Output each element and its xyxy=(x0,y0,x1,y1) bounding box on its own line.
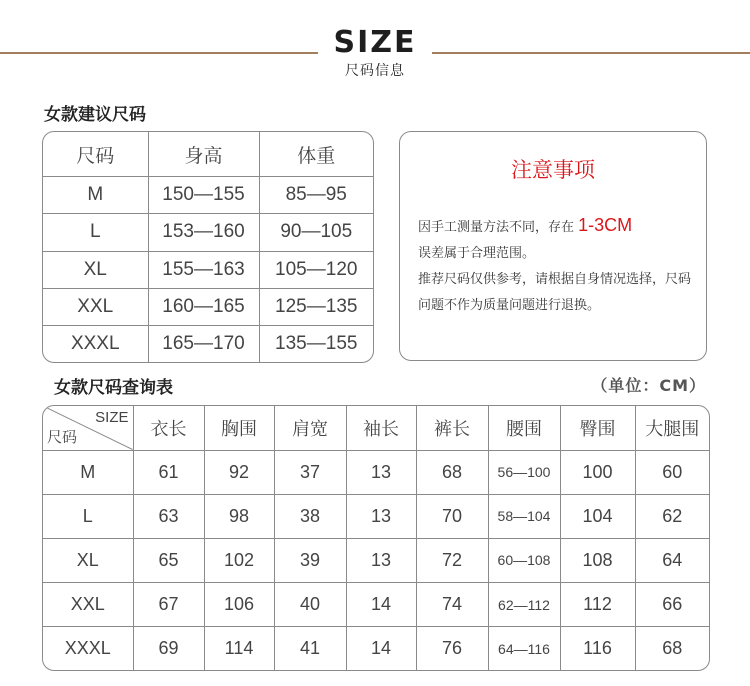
table-row xyxy=(43,288,373,325)
header-left-rule xyxy=(0,52,318,54)
notice-error-range: 1-3CM xyxy=(578,215,633,235)
notice-line2: 推荐尺码仅供参考，请根据自身情况选择，尺码问题不作为质量问题进行退换。 xyxy=(418,272,692,313)
cell: XL xyxy=(43,251,148,288)
col-header-weight: 体重 xyxy=(259,132,373,177)
cell: 74 xyxy=(416,583,488,627)
table-header-row xyxy=(43,132,373,177)
cell: 92 xyxy=(204,450,274,494)
unit-label: （单位：CM） xyxy=(591,376,706,395)
table-row xyxy=(43,450,709,494)
cell: 40 xyxy=(274,583,346,627)
notice-box xyxy=(399,131,707,361)
cell: 64—116 xyxy=(488,627,560,670)
col-header: 大腿围 xyxy=(635,406,709,450)
col-header-size: 尺码 xyxy=(43,132,148,177)
cell: XXL xyxy=(43,288,148,325)
cell: 104 xyxy=(560,494,635,538)
notice-title: 注意事项 xyxy=(511,158,595,182)
cell: L xyxy=(43,494,133,538)
cell: 108 xyxy=(560,538,635,582)
cell: 65 xyxy=(133,538,204,582)
cell: 112 xyxy=(560,583,635,627)
cell: 106 xyxy=(204,583,274,627)
cell: 67 xyxy=(133,583,204,627)
cell: 63 xyxy=(133,494,204,538)
cell: 150—155 xyxy=(148,177,259,214)
cell: 114 xyxy=(204,627,274,670)
cell: 38 xyxy=(274,494,346,538)
table-row xyxy=(43,326,373,362)
size-chart-table xyxy=(42,405,710,671)
cell: 135—155 xyxy=(259,326,373,362)
cell: 125—135 xyxy=(259,288,373,325)
cell: 153—160 xyxy=(148,214,259,251)
table-row xyxy=(43,583,709,627)
cell: 13 xyxy=(346,538,416,582)
table-row xyxy=(43,251,373,288)
notice-body xyxy=(418,212,698,319)
section-title-suggested-size: 女款建议尺码 xyxy=(44,105,146,125)
table-row xyxy=(43,627,709,670)
table-header-row xyxy=(43,406,709,450)
cell: XL xyxy=(43,538,133,582)
header-right-rule xyxy=(432,52,750,54)
header-title: SIZE xyxy=(333,25,417,60)
cell: 14 xyxy=(346,627,416,670)
cell: 72 xyxy=(416,538,488,582)
col-header: 肩宽 xyxy=(274,406,346,450)
cell: 69 xyxy=(133,627,204,670)
cell: 98 xyxy=(204,494,274,538)
col-header: 臀围 xyxy=(560,406,635,450)
cell: M xyxy=(43,177,148,214)
cell: 105—120 xyxy=(259,251,373,288)
cell: 56—100 xyxy=(488,450,560,494)
cell: 60 xyxy=(635,450,709,494)
cell: 14 xyxy=(346,583,416,627)
col-header: 衣长 xyxy=(133,406,204,450)
cell: 155—163 xyxy=(148,251,259,288)
cell: 13 xyxy=(346,494,416,538)
cell: 61 xyxy=(133,450,204,494)
cell: 13 xyxy=(346,450,416,494)
table-row xyxy=(43,214,373,251)
corner-cell xyxy=(43,406,133,450)
cell: 64 xyxy=(635,538,709,582)
notice-line1b: 误差属于合理范围。 xyxy=(418,246,536,261)
cell: 85—95 xyxy=(259,177,373,214)
cell: 62 xyxy=(635,494,709,538)
table-row xyxy=(43,177,373,214)
suggested-size-table xyxy=(42,131,374,363)
table-row xyxy=(43,538,709,582)
table-row xyxy=(43,494,709,538)
cell: 58—104 xyxy=(488,494,560,538)
cell: 37 xyxy=(274,450,346,494)
cell: XXXL xyxy=(43,326,148,362)
cell: M xyxy=(43,450,133,494)
cell: 66 xyxy=(635,583,709,627)
col-header: 裤长 xyxy=(416,406,488,450)
cell: L xyxy=(43,214,148,251)
corner-cm-label: 尺码 xyxy=(47,428,78,446)
cell: 100 xyxy=(560,450,635,494)
notice-line1a: 因手工测量方法不同，存在 xyxy=(418,220,579,235)
corner-size-label: SIZE xyxy=(95,409,129,426)
col-header-height: 身高 xyxy=(148,132,259,177)
cell: 39 xyxy=(274,538,346,582)
cell: XXL xyxy=(43,583,133,627)
cell: XXXL xyxy=(43,627,133,670)
cell: 165—170 xyxy=(148,326,259,362)
cell: 41 xyxy=(274,627,346,670)
cell: 68 xyxy=(416,450,488,494)
header-subtitle: 尺码信息 xyxy=(345,63,405,79)
col-header: 腰围 xyxy=(488,406,560,450)
cell: 160—165 xyxy=(148,288,259,325)
cell: 60—108 xyxy=(488,538,560,582)
cell: 62—112 xyxy=(488,583,560,627)
cell: 90—105 xyxy=(259,214,373,251)
col-header: 袖长 xyxy=(346,406,416,450)
section-title-size-chart: 女款尺码查询表 xyxy=(54,378,173,398)
cell: 68 xyxy=(635,627,709,670)
col-header: 胸围 xyxy=(204,406,274,450)
cell: 102 xyxy=(204,538,274,582)
cell: 116 xyxy=(560,627,635,670)
cell: 70 xyxy=(416,494,488,538)
cell: 76 xyxy=(416,627,488,670)
